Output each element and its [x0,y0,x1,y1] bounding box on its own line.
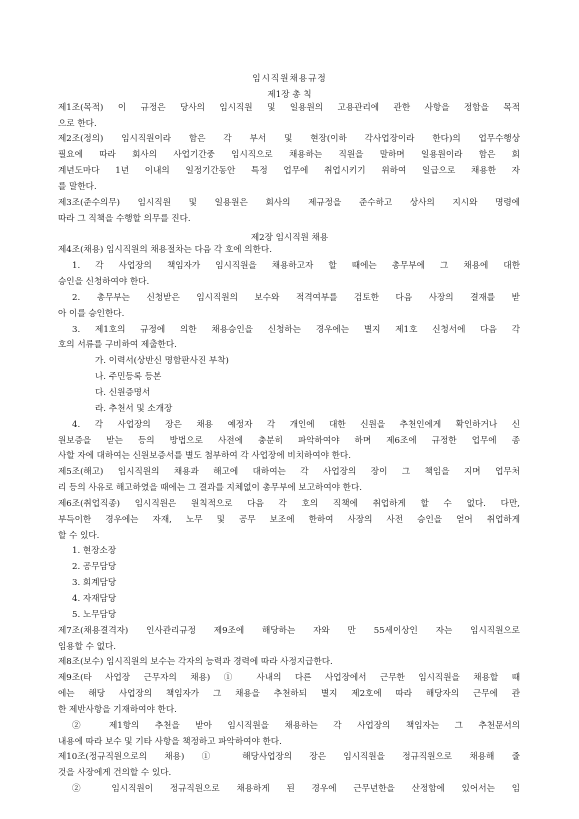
article-4-subitem: 나. 주민등록 등본 [95,372,162,382]
article-9-line: 에는 해당 사업장의 책임자가 그 채용을 추천하되 별지 제2호에 따라 해당자의 근무에 관 [58,689,520,699]
article-2-line: 필요에 따라 회사의 사업기간중 임시직으로 채용하는 직원을 말하며 일용원이라 함은 회 [58,150,520,160]
article-4-subitem: 다. 신원증명서 [95,388,151,398]
article-9-line: ② 제1항의 추천을 받아 임시직원을 채용하는 각 사업장의 책임자는 그 추천문서의 [72,721,520,731]
article-7-line: 제7조(채용결격자) 인사관리규정 제9조에 해당하는 자와 만 55세이상인 자는 임시직원으로 [58,626,520,636]
chapter-2-heading: 제2장 임시직원 채용 [250,233,329,243]
article-6-item: 5. 노무담당 [72,610,117,620]
article-10-line: ② 임시직원이 정규직원으로 채용하게 된 경우에 근무년한을 산정함에 있어서는 임 [72,784,520,794]
article-6-item: 1. 현장소장 [72,546,117,556]
article-10-line: 것을 사장에게 건의할 수 있다. [58,768,172,778]
article-6-item: 2. 공무담당 [72,562,117,572]
article-1-line: 제1조(목적) 이 규정은 당사의 임시직원 및 일용원의 고용관리에 관한 사항을 정함을 목적 [58,103,520,113]
article-4-item: 1. 각 사업장의 책임자가 임시직원을 채용하고자 할 때에는 총무부에 그 채용에 대한 [72,261,520,271]
article-4-subitem: 라. 추천서 및 소개장 [95,404,173,414]
article-4-item: 아 이를 승인한다. [58,309,125,319]
article-3-line: 제3조(준수의무) 임시직원 및 일용원은 회사의 제규정을 준수하고 상사의 지시와 명령에 [58,198,520,208]
article-7-line: 임용할 수 없다. [58,642,117,652]
article-4-item: 승인을 신청하여야 한다. [58,277,150,287]
article-4-item: 4. 각 사업장의 장은 채용 예정자 각 개인에 대한 신원을 추천인에게 확인하거나 신 [72,420,520,430]
article-2-line: 계년도마다 1년 이내의 일정기간동안 특정 업무에 취업시키기 위하여 일급으로 채용한 자 [58,166,520,176]
article-4-item: 호의 서류를 구비하여 제출한다. [58,340,177,350]
article-4-subitem: 가. 이력서(상반신 명함판사진 부착) [95,356,229,366]
article-4-item: 2. 총무부는 신청받은 임시직원의 보수와 적격여부를 검토한 다음 사장의 결재를 받 [72,293,520,303]
article-6-line: 할 수 있다. [58,531,100,541]
article-8-line: 제8조(보수) 임시직원의 보수는 각자의 능력과 경력에 따라 사정지급한다. [58,657,333,667]
article-6-line: 제6조(취업직종) 임시직원은 원칙적으로 다음 각 호의 직책에 취업하게 할 수 없다. 다만, [58,499,520,509]
article-4-line: 제4조(채용) 임시직원의 채용절차는 다음 각 호에 의한다. [58,245,272,255]
article-4-item: 사할 자에 대하여는 신원보증서를 별도 첨부하여 각 사업장에 비치하여야 한다. [58,451,351,461]
article-9-line: 제9조(타 사업장 근무자의 채용) ① 사내의 다른 사업장에서 근무한 임시직원을 채용할 때 [58,673,520,683]
article-2-line: 를 말한다. [58,182,97,192]
article-5-line: 제5조(해고) 임시직원의 채용과 해고에 대하여는 각 사업장의 장이 그 책임을 지며 업무처 [58,467,520,477]
article-4-item: 원보증을 받는 등의 방법으로 사전에 충분히 파악하여야 하며 제6조에 규정한 업무에 종 [58,436,520,446]
chapter-1-heading: 제1장 총 칙 [267,90,312,100]
article-2-line: 제2조(정의) 임시직원이라 함은 각 부서 및 현장(이하 각사업장이라 한다)의 업무수행상 [58,134,520,144]
article-10-line: 제10조(정규직원으로의 채용) ① 해당사업장의 장은 임시직원을 정규직원으로 채용해 줄 [58,752,520,762]
article-4-item: 3. 제1호의 규정에 의한 채용승인을 신청하는 경우에는 별지 제1호 신청서에 다음 각 [72,325,520,335]
article-9-line: 내용에 따라 보수 및 기타 사항을 책정하고 파악하여야 한다. [58,737,282,747]
article-9-line: 한 제반사항을 기재하여야 한다. [58,705,177,715]
article-5-line: 리 등의 사유로 해고하였을 때에는 그 결과를 지체없이 총무부에 보고하여야 한다. [58,483,363,493]
document-title: 임시직원채용규정 [252,74,327,84]
article-6-item: 4. 자재담당 [72,594,117,604]
article-1-line: 으로 한다. [58,119,97,129]
article-3-line: 따라 그 직책을 수행할 의무를 진다. [58,214,191,224]
article-6-line: 부득이한 경우에는 자재, 노무 및 공무 보조에 한하여 사장의 사전 승인을 얻어 취업하게 [58,515,520,525]
article-6-item: 3. 회계담당 [72,578,117,588]
